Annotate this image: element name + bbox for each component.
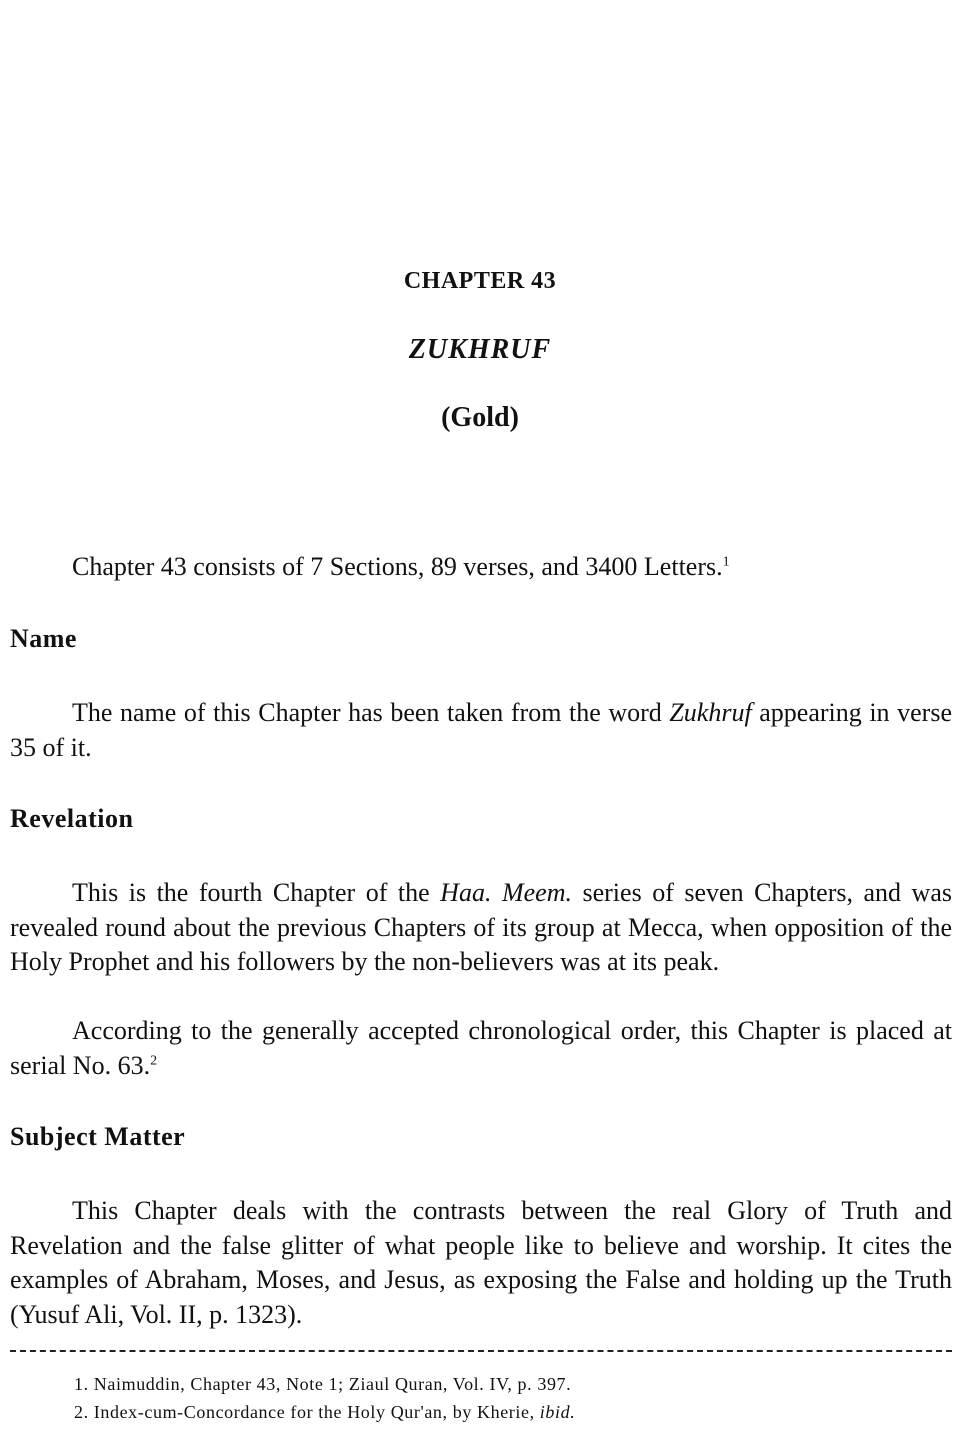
name-text-before: The name of this Chapter has been taken from the word: [72, 698, 670, 727]
heading-name: Name: [10, 624, 77, 653]
chapter-number: CHAPTER 43: [403, 268, 557, 294]
name-paragraph: [10, 696, 952, 765]
revelation-paragraph-2: [10, 1014, 952, 1083]
revelation-p1-italic: Haa. Meem.: [440, 878, 572, 907]
intro-text: Chapter 43 consists of 7 Sections, 89 verses, and 3400 Letters.: [72, 552, 723, 581]
intro-paragraph: [10, 550, 952, 585]
name-text-after: appearing in verse 35 of it.: [10, 698, 952, 762]
footnote-ref-2: 2: [150, 1052, 158, 1068]
subject-paragraph: This Chapter deals with the contrasts between the real Glory of Truth and Revelation and the false glitter of what people like to believe and worship. It cites the examples of Abraham, Moses, and Jesus, as exposing the False and holding up the Truth (Yusuf Ali, Vol. II, p. 1323).: [10, 1196, 952, 1329]
footnote-1: 1. Naimuddin, Chapter 43, Note 1; Ziaul Quran, Vol. IV, p. 397.: [74, 1374, 572, 1394]
heading-revelation: Revelation: [10, 804, 134, 833]
revelation-p1-before: This is the fourth Chapter of the: [72, 878, 441, 907]
footnote-2-italic: ibid.: [539, 1402, 576, 1422]
footnote-2: [74, 1402, 575, 1423]
name-italic-word: Zukhruf: [669, 698, 752, 727]
heading-subject-matter: Subject Matter: [10, 1122, 186, 1151]
footnote-ref-1: 1: [722, 554, 730, 570]
revelation-p2-text: According to the generally accepted chronological order, this Chapter is placed at serial No. 63.: [10, 1016, 952, 1080]
footnote-divider: [10, 1350, 952, 1352]
chapter-subtitle: (Gold): [441, 402, 519, 433]
footnote-2-text: 2. Index-cum-Concordance for the Holy Qur'an, by Kherie,: [74, 1402, 540, 1422]
revelation-p1-after: series of seven Chapters, and was revealed round about the previous Chapters of its group at Mecca, when opposition of the Holy Prophet and his followers by the non-believers was at its peak.: [10, 878, 952, 976]
chapter-title: ZUKHRUF: [408, 334, 552, 365]
revelation-paragraph-1: [10, 876, 952, 980]
